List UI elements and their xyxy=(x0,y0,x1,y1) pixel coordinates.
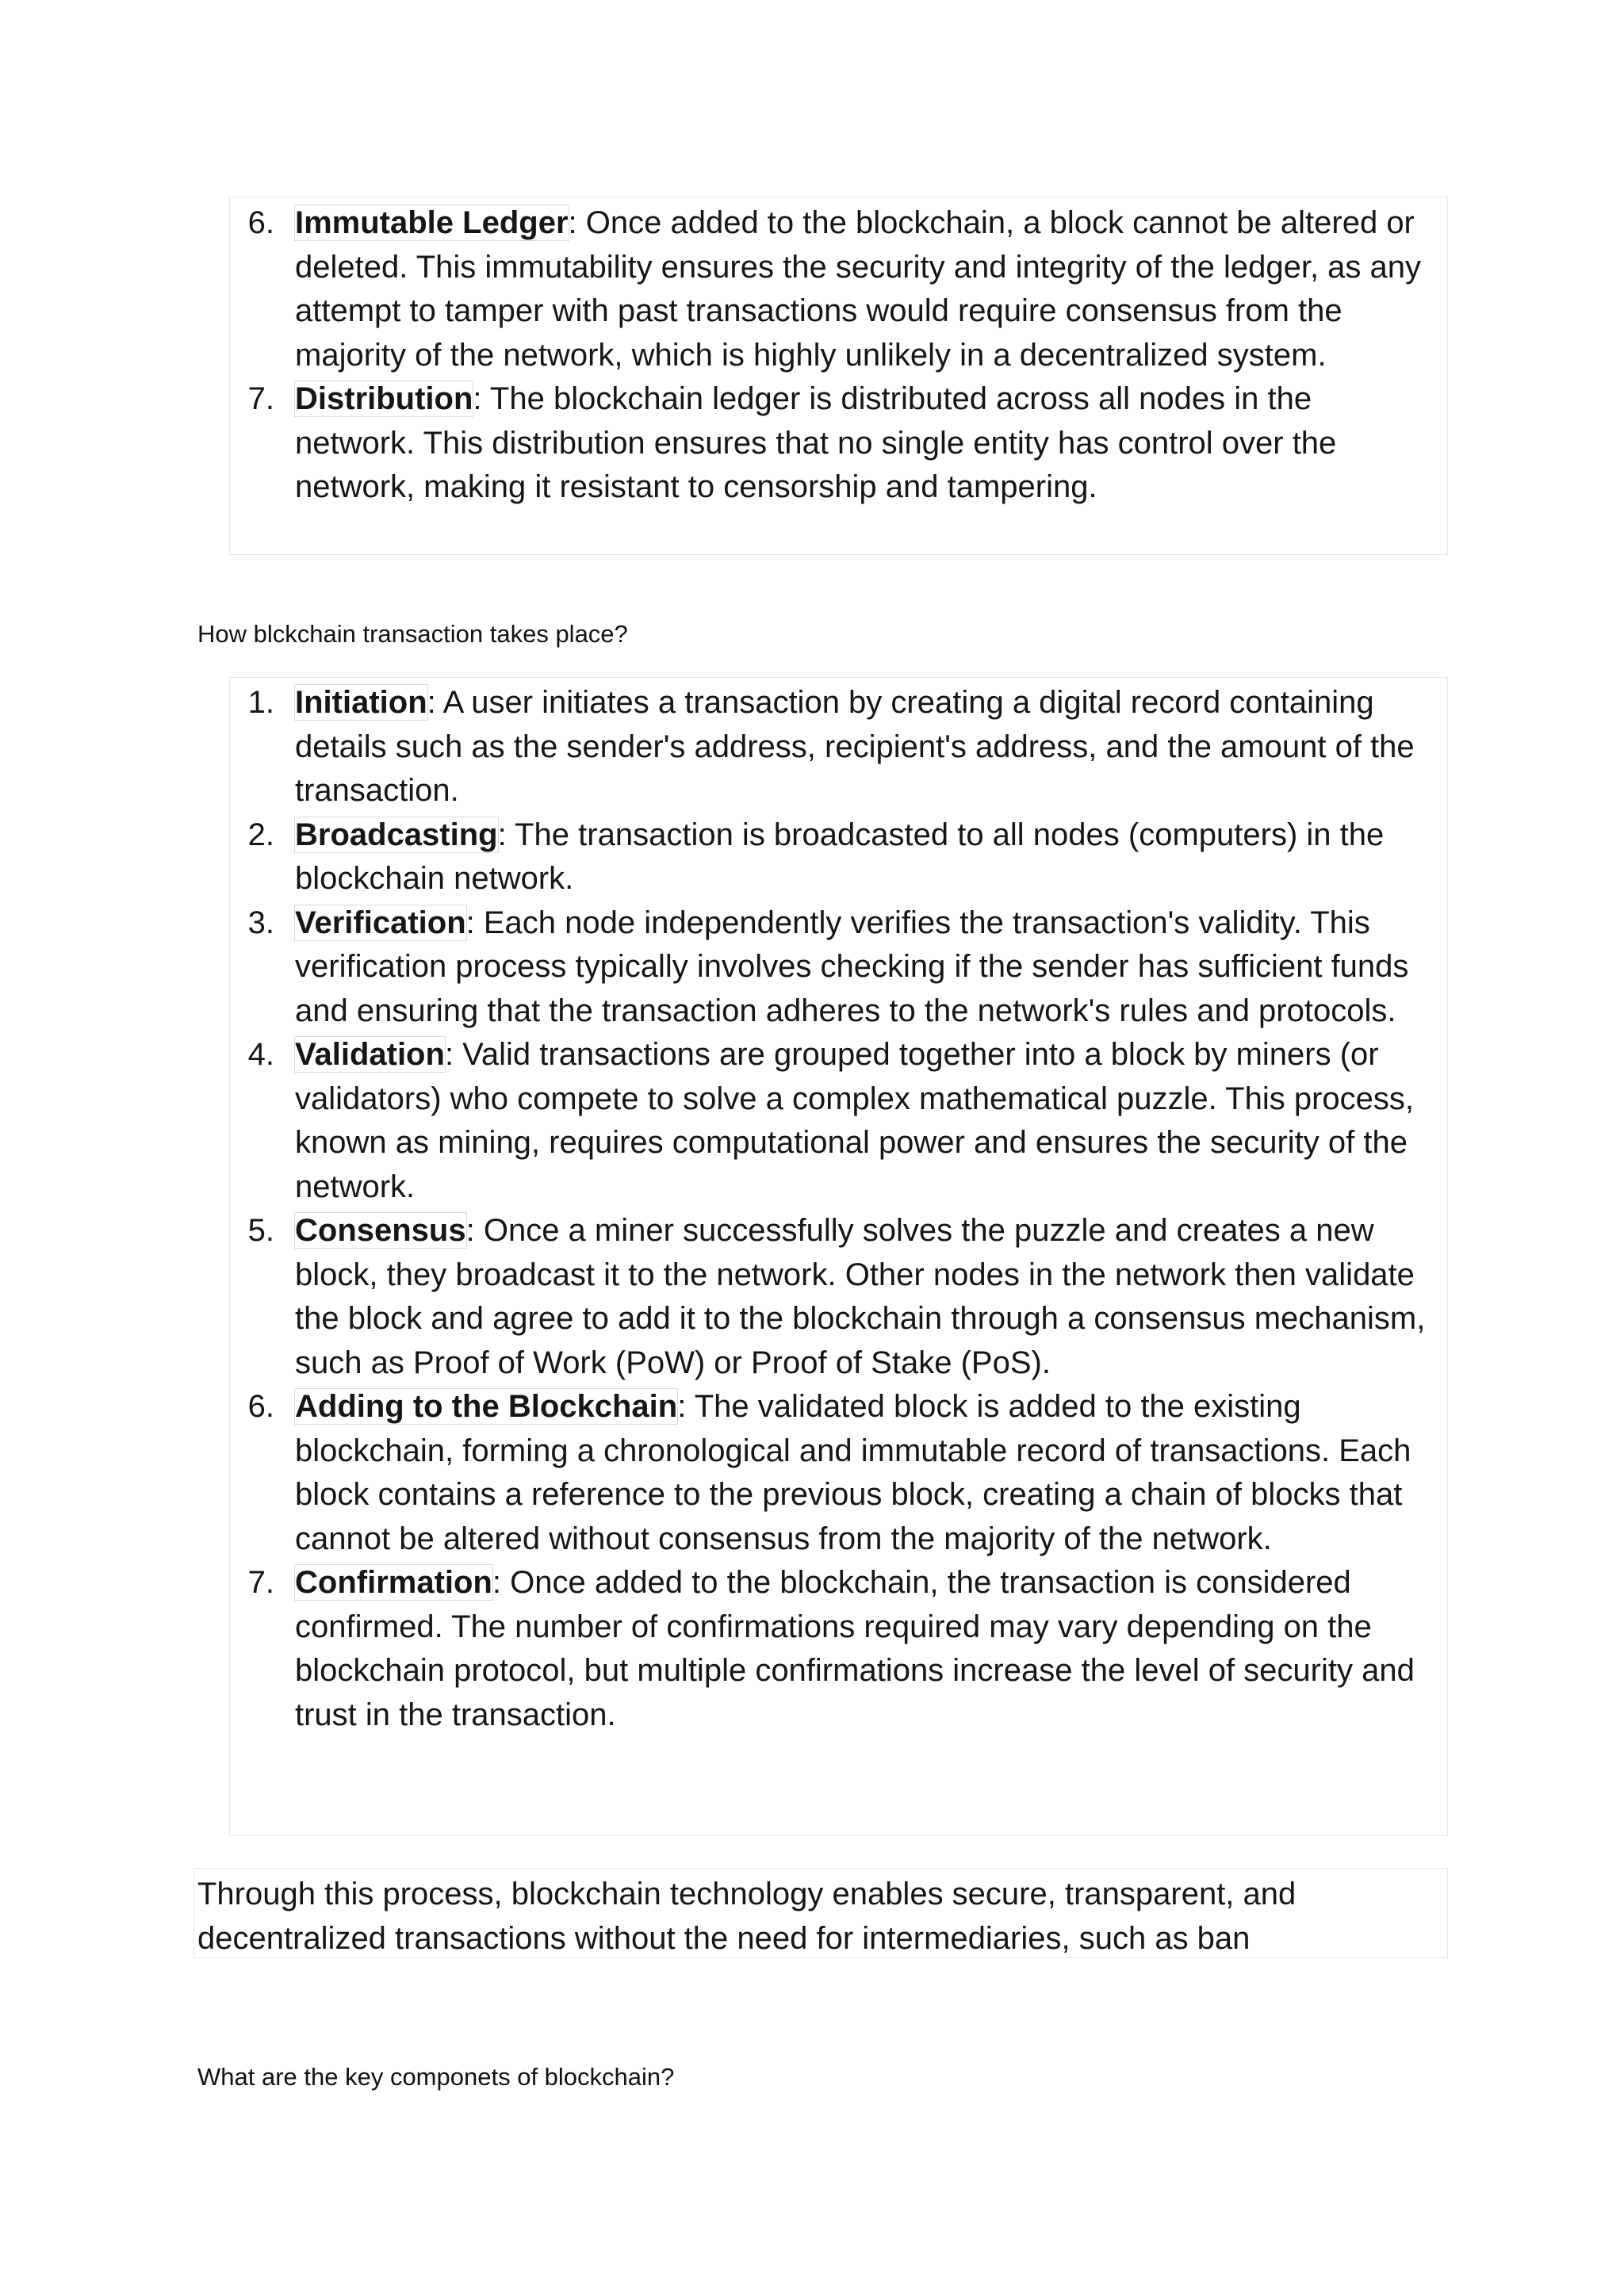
list-number: 2. xyxy=(247,817,274,852)
list-item xyxy=(235,1561,1440,1737)
list-number: 6. xyxy=(247,1389,274,1424)
list-term: Immutable Ledger xyxy=(295,205,569,240)
list-text: : Once added to the blockchain, a block cannot be altered or deleted. This immutability ensures the security and integrity of the ledger, as any attempt to tamper with past transactions would require consensus from the majority of the network, which is highly unlikely in a decentralized system. xyxy=(295,205,1422,373)
list-text: : Valid transactions are grouped together into a block by miners (or validators) who compete to solve a complex mathematical puzzle. This process, known as mining, requires computational power and ensures the security of the network. xyxy=(295,1037,1414,1204)
list-text: : Once a miner successfully solves the puzzle and creates a new block, they broadcast it to the network. Other nodes in the network then validate the block and agree to add it to the blockchain through a consensus mechanism, such as Proof of Work (PoW) or Proof of Stake (PoS). xyxy=(295,1213,1426,1380)
features-list xyxy=(235,201,1440,510)
list-number: 3. xyxy=(247,905,274,940)
list-item xyxy=(235,201,1440,377)
list-item xyxy=(235,1209,1440,1385)
list-text: : The validated block is added to the existing blockchain, forming a chronological and immutable record of transactions. Each block contains a reference to the previous block, creating a chain of blocks that cannot be altered without consensus from the majority of the network. xyxy=(295,1389,1411,1556)
list-text: : The blockchain ledger is distributed across all nodes in the network. This distribution ensures that no single entity has control over the network, making it resistant to censorship and tampering. xyxy=(295,381,1337,504)
list-number: 6. xyxy=(247,205,274,240)
list-term: Confirmation xyxy=(295,1565,492,1600)
list-number: 7. xyxy=(247,381,274,416)
summary-paragraph: Through this process, blockchain technology enables secure, transparent, and decentralized transactions without the need for intermediaries, such as ban xyxy=(197,1877,1297,1956)
list-text: : Once added to the blockchain, the transaction is considered confirmed. The number of confirmations required may vary depending on the blockchain protocol, but multiple confirmations increase the level of security and trust in the transaction. xyxy=(295,1565,1415,1732)
list-item xyxy=(235,813,1440,901)
list-term: Adding to the Blockchain xyxy=(295,1389,678,1424)
section-heading: How blckchain transaction takes place? xyxy=(197,620,628,648)
list-number: 4. xyxy=(247,1037,274,1072)
list-item xyxy=(235,1385,1440,1561)
list-term: Distribution xyxy=(295,381,473,416)
list-text: : The transaction is broadcasted to all nodes (computers) in the blockchain network. xyxy=(295,817,1385,896)
list-term: Initiation xyxy=(295,685,427,720)
list-item xyxy=(235,377,1440,510)
list-item xyxy=(235,901,1440,1034)
list-item xyxy=(235,681,1440,813)
list-term: Verification xyxy=(295,905,466,940)
list-number: 5. xyxy=(247,1213,274,1248)
list-number: 1. xyxy=(247,685,274,720)
list-item xyxy=(235,1033,1440,1209)
list-text: : A user initiates a transaction by creating a digital record containing details such as the sender's address, recipient's address, and the amount of the transaction. xyxy=(295,685,1415,808)
list-term: Consensus xyxy=(295,1213,466,1248)
list-term: Broadcasting xyxy=(295,817,498,852)
list-term: Validation xyxy=(295,1037,445,1072)
list-number: 7. xyxy=(247,1565,274,1600)
transaction-steps-list xyxy=(235,681,1440,1737)
section-heading: What are the key componets of blockchain? xyxy=(197,2063,675,2091)
list-text: : Each node independently verifies the transaction's validity. This verification process typically involves checking if the sender has sufficient funds and ensuring that the transaction adheres to the network's rules and protocols. xyxy=(295,905,1409,1028)
